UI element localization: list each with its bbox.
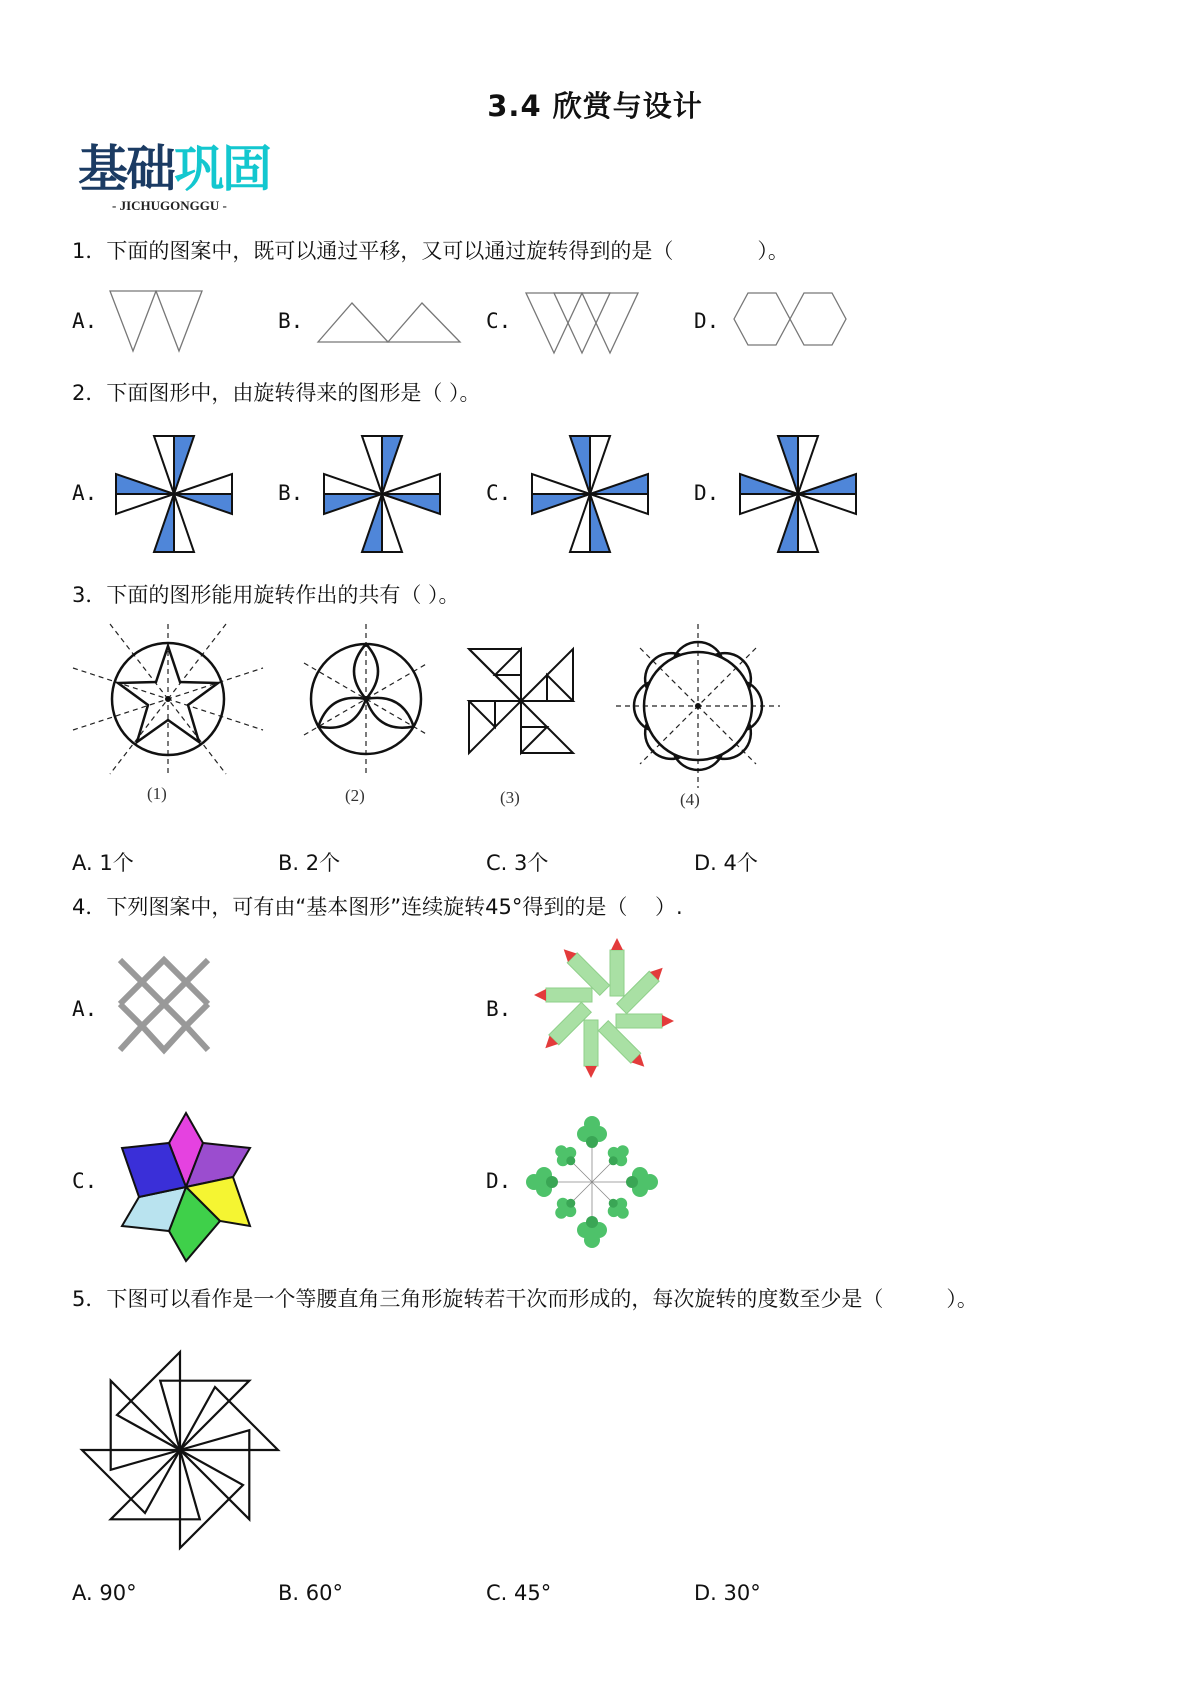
q2-figure-b — [320, 432, 444, 556]
q4-option-b[interactable]: B. — [486, 997, 512, 1021]
q3-caption-1: (1) — [147, 784, 167, 803]
q3-caption-3: (3) — [500, 788, 520, 807]
q1-option-b[interactable]: B. — [278, 309, 304, 333]
q3-option-c[interactable]: C. 3个 — [486, 851, 549, 875]
question-1-text: 1．下面的图案中，既可以通过平移，又可以通过旋转得到的是（ ）。 — [72, 239, 789, 263]
q1-figure-c — [524, 290, 642, 356]
q5-option-d[interactable]: D. 30° — [694, 1581, 761, 1605]
q3-figure-4-flower — [616, 624, 780, 788]
q3-option-a[interactable]: A. 1个 — [72, 851, 134, 875]
q3-figure-2-petals — [304, 624, 428, 774]
q5-option-c[interactable]: C. 45° — [486, 1581, 552, 1605]
q4-figure-a-lattice — [116, 956, 216, 1054]
q2-option-b[interactable]: B. — [278, 481, 304, 505]
q4-figure-c-star — [116, 1110, 256, 1264]
q5-option-a[interactable]: A. 90° — [72, 1581, 137, 1605]
q1-option-d[interactable]: D. — [694, 309, 720, 333]
q2-figure-a — [112, 432, 236, 556]
q1-figure-b — [316, 300, 462, 344]
question-2-text: 2．下面图形中，由旋转得来的图形是（ ）。 — [72, 381, 481, 405]
q5-figure-pinwheel — [80, 1350, 280, 1550]
q3-option-d[interactable]: D. 4个 — [694, 851, 758, 875]
q3-caption-2: (2) — [345, 786, 365, 805]
q3-figure-1-star — [68, 624, 268, 774]
q4-figure-b-arrows — [530, 934, 678, 1082]
q1-option-c[interactable]: C. — [486, 309, 512, 333]
question-3-text: 3．下面的图形能用旋转作出的共有（ ）。 — [72, 583, 460, 607]
q3-caption-4: (4) — [680, 790, 700, 809]
q5-option-b[interactable]: B. 60° — [278, 1581, 343, 1605]
q4-option-c[interactable]: C. — [72, 1169, 98, 1193]
logo — [78, 142, 270, 196]
q1-figure-a — [108, 288, 204, 354]
question-5-text: 5．下图可以看作是一个等腰直角三角形旋转若干次而形成的，每次旋转的度数至少是（ ）。 — [72, 1287, 978, 1311]
page-title: 3.4 欣赏与设计 — [487, 89, 703, 123]
q3-figure-3-pinwheel — [466, 646, 576, 756]
q2-option-c[interactable]: C. — [486, 481, 512, 505]
logo-subtitle: - JICHUGONGGU - — [112, 198, 227, 213]
q1-option-a[interactable]: A. — [72, 309, 98, 333]
q3-option-b[interactable]: B. 2个 — [278, 851, 341, 875]
q4-option-a[interactable]: A. — [72, 997, 98, 1021]
logo-text-light: 巩固 — [174, 140, 270, 198]
q2-option-a[interactable]: A. — [72, 481, 98, 505]
q2-figure-d — [736, 432, 860, 556]
q1-figure-d — [732, 290, 850, 348]
question-4-text: 4．下列图案中，可有由“基本图形”连续旋转45°得到的是（ ）. — [72, 895, 683, 919]
q4-option-d[interactable]: D. — [486, 1169, 512, 1193]
logo-text-dark: 基础 — [78, 140, 174, 198]
q2-figure-c — [528, 432, 652, 556]
q2-option-d[interactable]: D. — [694, 481, 720, 505]
q4-figure-d-clovers — [528, 1118, 656, 1246]
